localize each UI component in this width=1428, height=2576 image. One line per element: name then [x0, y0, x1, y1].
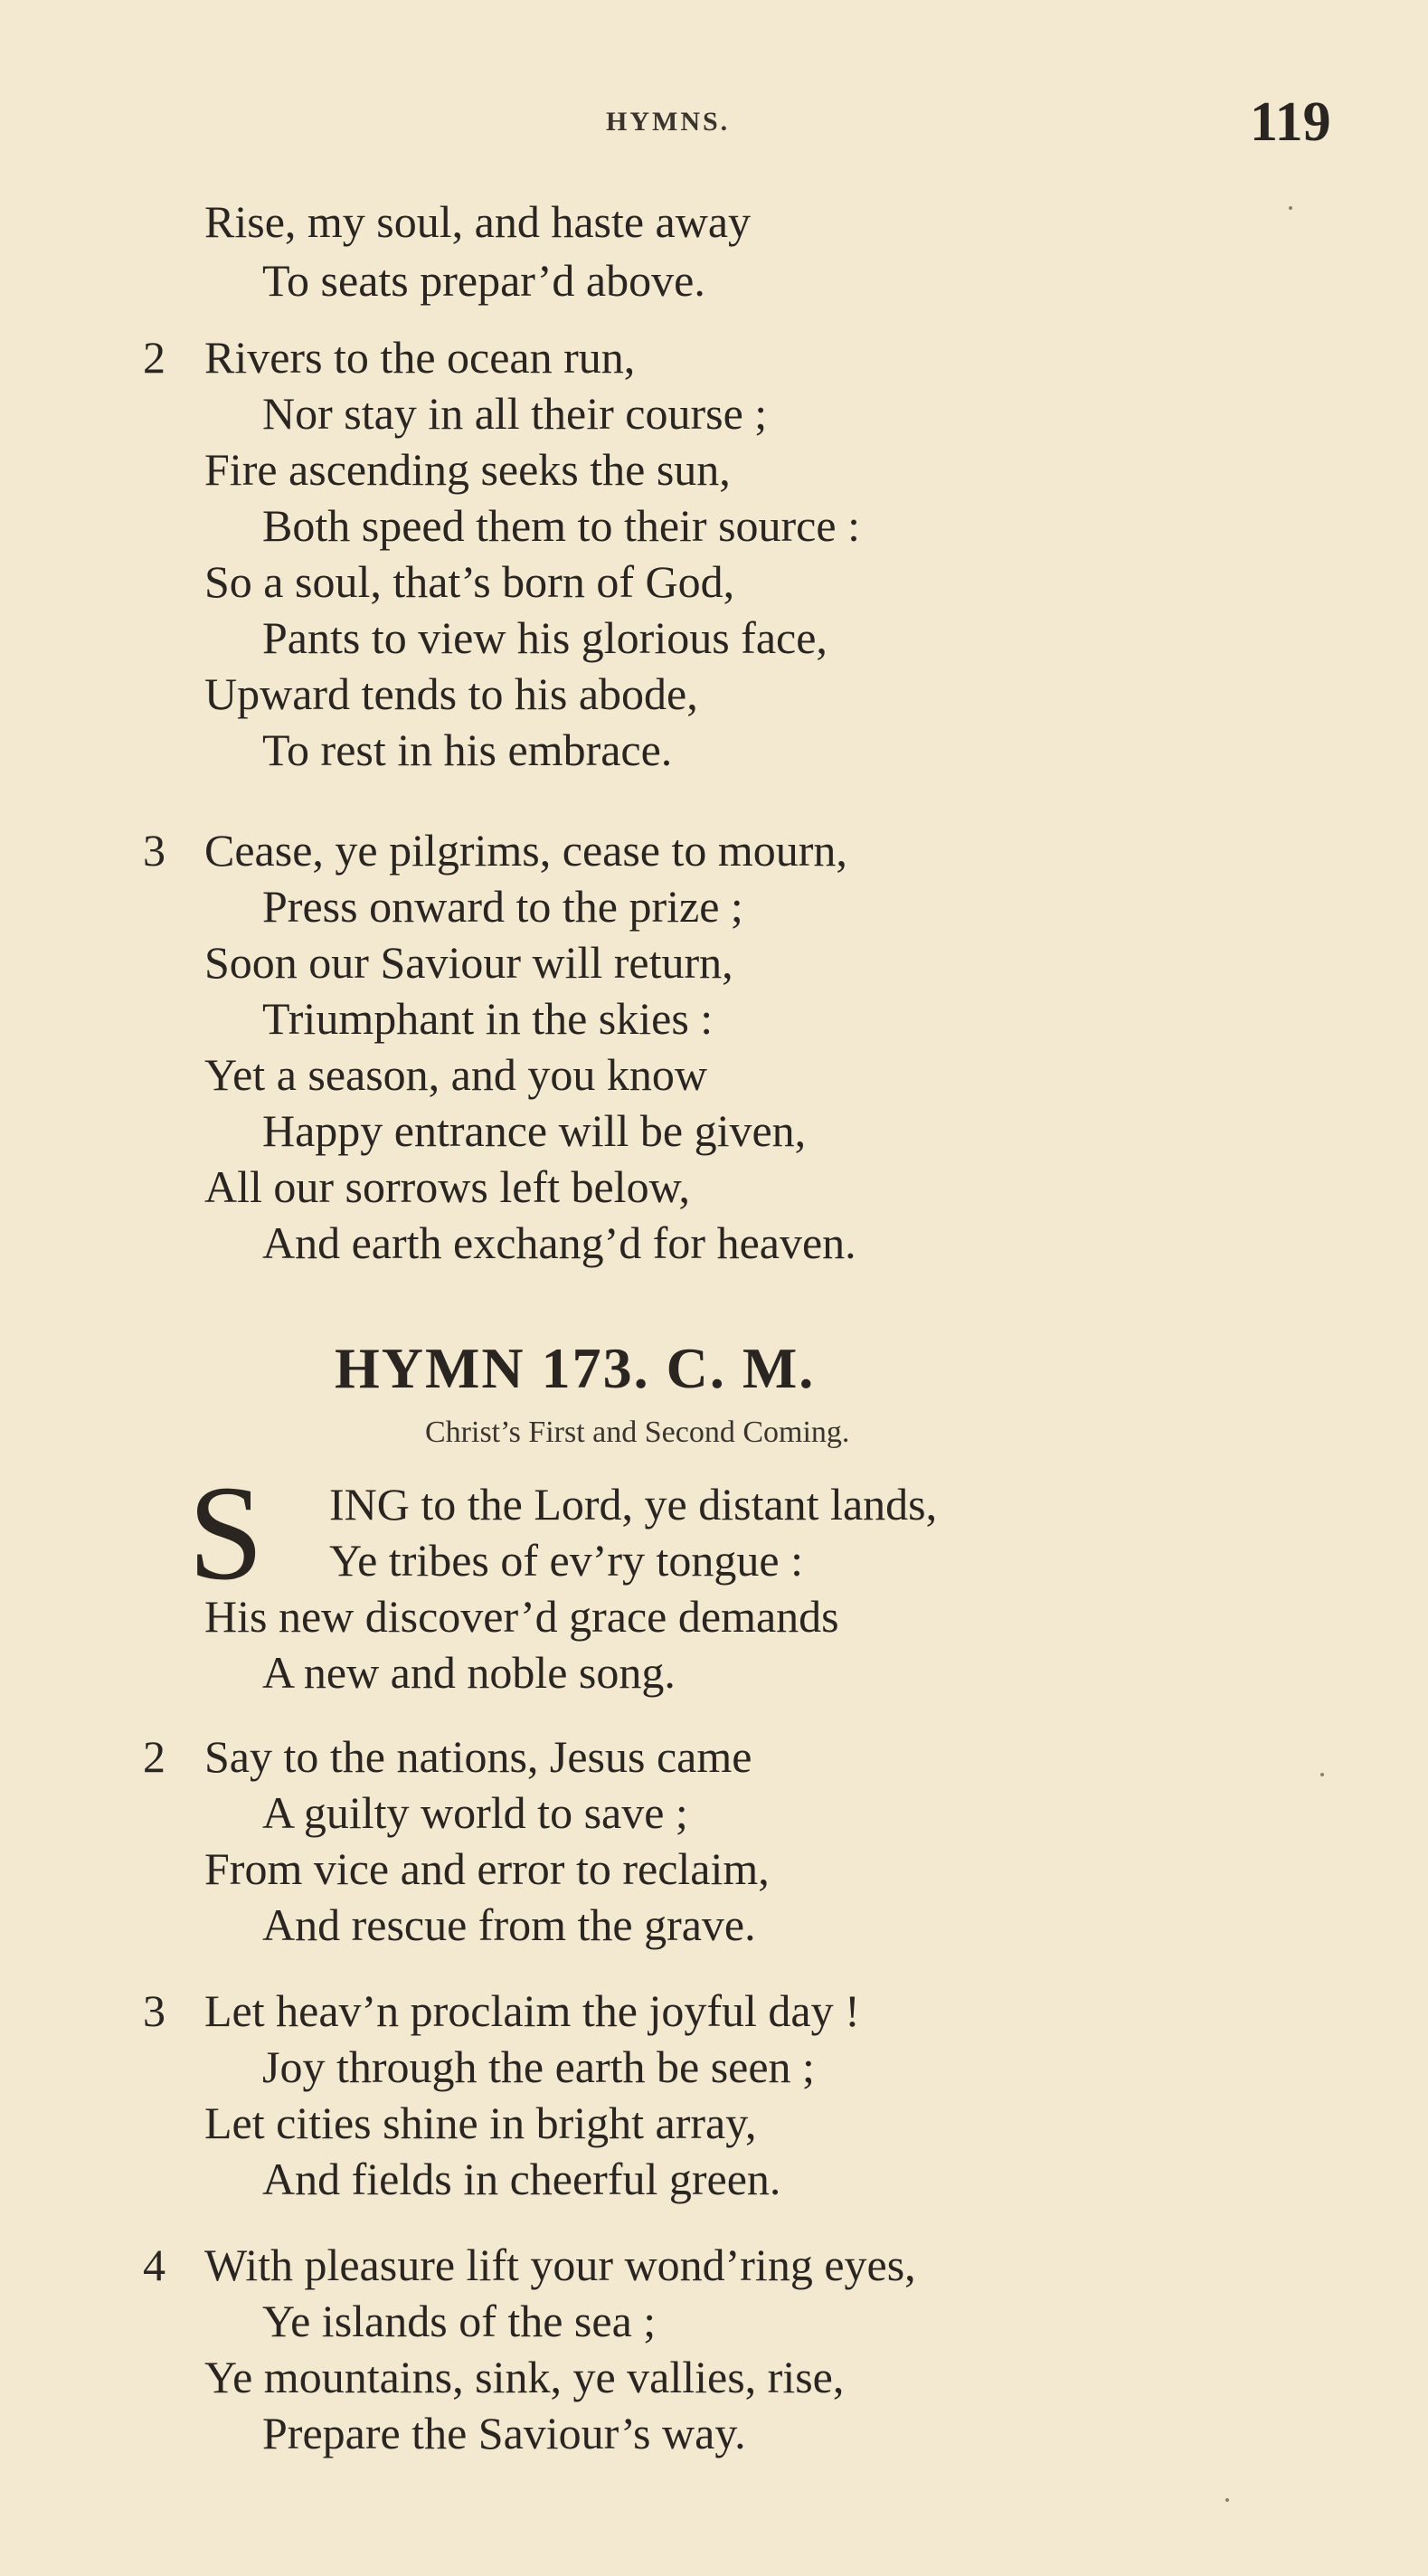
- verse-line: Joy through the earth be seen ;: [262, 2041, 815, 2092]
- verse-line: Ye islands of the sea ;: [262, 2296, 657, 2346]
- hymn-title: HYMN 173. C. M.: [335, 1336, 816, 1400]
- verse-line: ING to the Lord, ye distant lands,: [329, 1479, 938, 1530]
- verse-line: Pants to view his glorious face,: [262, 612, 827, 663]
- verse-line: Rivers to the ocean run,: [204, 332, 636, 383]
- verse-line: Upward tends to his abode,: [204, 668, 698, 719]
- verse-line: And fields in cheerful green.: [262, 2154, 781, 2204]
- verse-number: 4: [143, 2240, 165, 2290]
- verse-number: 3: [143, 825, 165, 876]
- verse-line: All our sorrows left below,: [204, 1161, 690, 1212]
- verse-line: His new discover’d grace demands: [204, 1591, 839, 1642]
- verse-line: Both speed them to their source :: [262, 500, 860, 551]
- running-title: HYMNS.: [606, 107, 731, 137]
- verse-line: Happy entrance will be given,: [262, 1105, 807, 1156]
- verse-line: Say to the nations, Jesus came: [204, 1731, 752, 1782]
- verse-line: Fire ascending seeks the sun,: [204, 444, 731, 495]
- verse-line: With pleasure lift your wond’ring eyes,: [204, 2240, 916, 2290]
- prev-line-2: To seats prepar’d above.: [262, 255, 705, 306]
- verse-line: Ye tribes of ev’ry tongue :: [329, 1535, 803, 1586]
- verse-line: From vice and error to reclaim,: [204, 1843, 770, 1894]
- hymn-subtitle: Christ’s First and Second Coming.: [425, 1416, 850, 1449]
- verse-line: Ye mountains, sink, ye vallies, rise,: [204, 2352, 845, 2402]
- verse-line: And rescue from the grave.: [262, 1899, 756, 1950]
- paper-speck: [1289, 206, 1292, 210]
- verse-line: A guilty world to save ;: [262, 1787, 688, 1838]
- verse-line: Let heav’n proclaim the joyful day !: [204, 1985, 860, 2036]
- verse-line: Cease, ye pilgrims, cease to mourn,: [204, 825, 847, 876]
- verse-line: Let cities shine in bright array,: [204, 2098, 757, 2148]
- verse-line: Yet a season, and you know: [204, 1049, 707, 1100]
- paper-speck: [1225, 2498, 1229, 2502]
- verse-line: Soon our Saviour will return,: [204, 937, 733, 988]
- paper-speck: [1320, 1773, 1324, 1776]
- drop-cap: S: [188, 1458, 264, 1608]
- page-number: 119: [1250, 91, 1331, 153]
- verse-line: Press onward to the prize ;: [262, 881, 743, 932]
- verse-number: 3: [143, 1985, 165, 2036]
- verse-line: Nor stay in all their course ;: [262, 388, 768, 439]
- verse-number: 2: [143, 1731, 165, 1782]
- verse-line: A new and noble song.: [262, 1647, 676, 1698]
- verse-line: And earth exchang’d for heaven.: [262, 1217, 856, 1268]
- verse-line: Triumphant in the skies :: [262, 993, 714, 1044]
- verse-line: To rest in his embrace.: [262, 724, 673, 775]
- verse-number: 2: [143, 332, 165, 383]
- verse-line: So a soul, that’s born of God,: [204, 556, 735, 607]
- verse-line: Prepare the Saviour’s way.: [262, 2408, 746, 2458]
- prev-line-1: Rise, my soul, and haste away: [204, 196, 752, 247]
